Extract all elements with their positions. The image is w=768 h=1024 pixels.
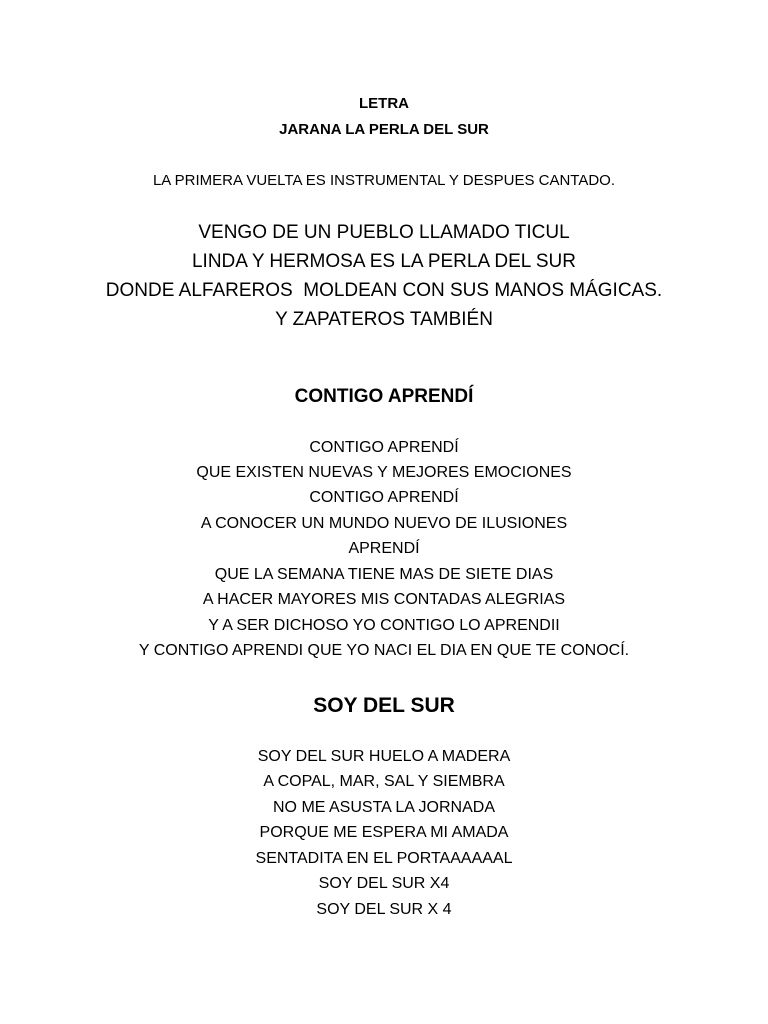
verse-line: LINDA Y HERMOSA ES LA PERLA DEL SUR [191, 251, 577, 272]
lyric-line: PORQUE ME ESPERA MI AMADA [259, 824, 509, 841]
verse-line: VENGO DE UN PUEBLO LLAMADO TICUL [198, 222, 570, 243]
song-title: CONTIGO APRENDÍ [294, 386, 474, 407]
lyric-line: QUE EXISTEN NUEVAS Y MEJORES EMOCIONES [196, 464, 572, 481]
lyric-line: QUE LA SEMANA TIENE MAS DE SIETE DIAS [214, 566, 554, 583]
header-label: LETRA [359, 95, 409, 112]
lyric-line: NO ME ASUSTA LA JORNADA [273, 799, 495, 816]
lyric-line: SOY DEL SUR X4 [318, 875, 450, 892]
lyric-line: A COPAL, MAR, SAL Y SIEMBRA [263, 773, 505, 790]
lyric-line: APRENDÍ [348, 540, 420, 557]
lyric-line: CONTIGO APRENDÍ [309, 439, 459, 456]
song-title: SOY DEL SUR [313, 694, 455, 717]
lyric-line: Y CONTIGO APRENDI QUE YO NACI EL DIA EN QUE TE CONOCÍ. [138, 642, 630, 659]
intro-note: LA PRIMERA VUELTA ES INSTRUMENTAL Y DESPUES CANTADO. [152, 172, 616, 189]
lyric-line: SENTADITA EN EL PORTAAAAAAL [255, 850, 513, 867]
lyric-line: SOY DEL SUR HUELO A MADERA [257, 748, 511, 765]
lyric-line: SOY DEL SUR X 4 [316, 901, 452, 918]
lyric-line: A CONOCER UN MUNDO NUEVO DE ILUSIONES [200, 515, 568, 532]
lyric-line: CONTIGO APRENDÍ [309, 489, 459, 506]
verse-line: Y ZAPATEROS TAMBIÉN [275, 309, 493, 330]
lyric-line: Y A SER DICHOSO YO CONTIGO LO APRENDII [208, 617, 560, 634]
document-title: JARANA LA PERLA DEL SUR [279, 121, 489, 138]
lyric-line: A HACER MAYORES MIS CONTADAS ALEGRIAS [202, 591, 566, 608]
verse-line: DONDE ALFAREROS MOLDEAN CON SUS MANOS MÁGICAS. [105, 280, 663, 301]
